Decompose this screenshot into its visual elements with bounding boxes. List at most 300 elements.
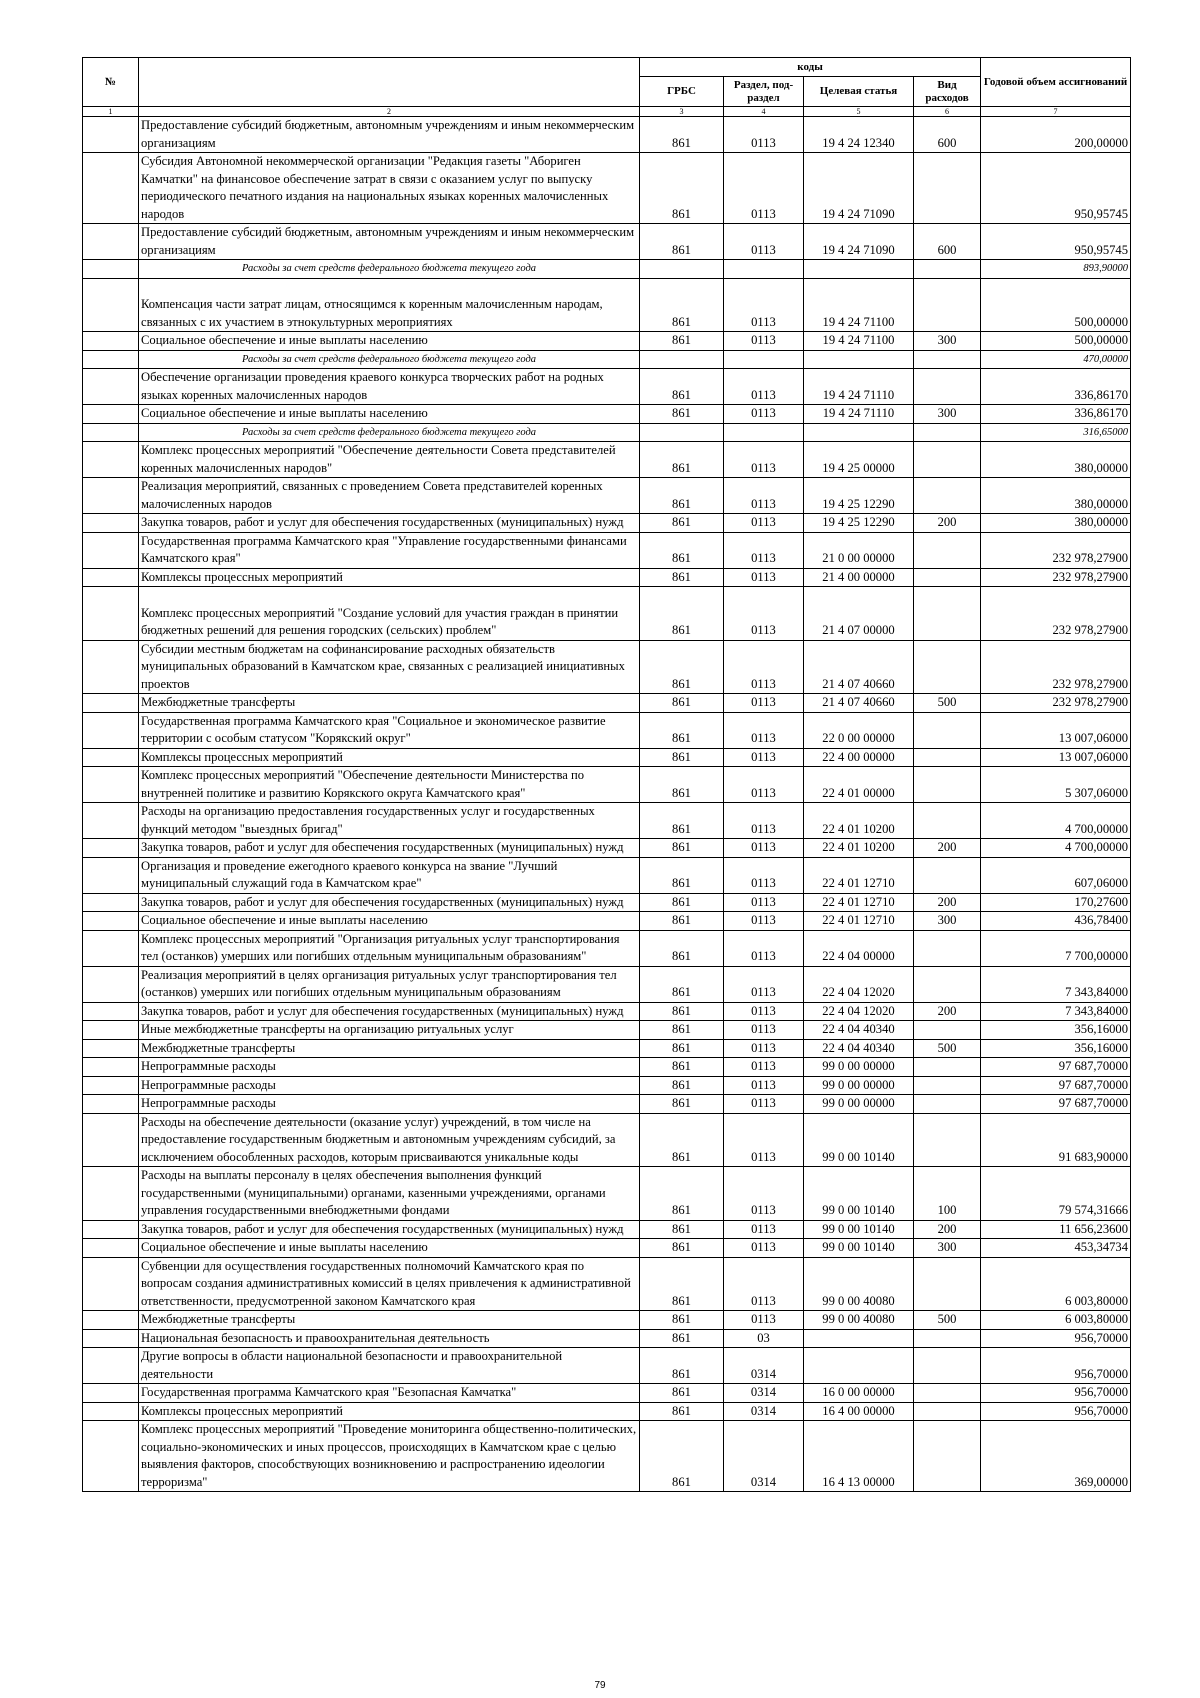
row-number — [83, 694, 139, 713]
row-expense-type — [914, 350, 981, 369]
row-razdel: 0314 — [724, 1421, 804, 1492]
row-number — [83, 532, 139, 568]
row-expense-type — [914, 369, 981, 405]
table-row — [83, 1167, 1131, 1221]
table-row — [83, 1058, 1131, 1077]
row-number — [83, 748, 139, 767]
row-number — [83, 767, 139, 803]
row-target-article: 19 4 25 12290 — [804, 514, 914, 533]
table-row — [83, 1076, 1131, 1095]
row-grbs: 861 — [640, 587, 724, 641]
row-target-article: 99 0 00 00000 — [804, 1076, 914, 1095]
header-vid: Вид расходов — [914, 77, 981, 107]
colnum-1: 1 — [83, 107, 139, 117]
table-row — [83, 117, 1131, 153]
row-amount: 97 687,70000 — [981, 1058, 1131, 1077]
row-grbs: 861 — [640, 694, 724, 713]
table-row — [83, 857, 1131, 893]
row-grbs: 861 — [640, 930, 724, 966]
row-number — [83, 350, 139, 369]
table-body — [83, 117, 1131, 1492]
row-expense-type — [914, 712, 981, 748]
row-target-article: 22 4 01 12710 — [804, 893, 914, 912]
row-number — [83, 1021, 139, 1040]
row-target-article: 99 0 00 10140 — [804, 1239, 914, 1258]
row-number — [83, 514, 139, 533]
row-amount: 470,00000 — [981, 350, 1131, 369]
row-target-article: 22 4 04 40340 — [804, 1021, 914, 1040]
row-grbs: 861 — [640, 767, 724, 803]
row-expense-type — [914, 1421, 981, 1492]
row-grbs: 861 — [640, 1113, 724, 1167]
row-expense-type — [914, 1113, 981, 1167]
row-amount: 893,90000 — [981, 260, 1131, 279]
row-grbs: 861 — [640, 712, 724, 748]
row-amount: 232 978,27900 — [981, 532, 1131, 568]
row-name: Комплекс процессных мероприятий "Обеспечение деятельности Совета представителей коренных малочисленных народов" — [139, 442, 640, 478]
row-expense-type: 600 — [914, 224, 981, 260]
table-row — [83, 587, 1131, 641]
row-expense-type: 600 — [914, 117, 981, 153]
row-grbs: 861 — [640, 442, 724, 478]
row-grbs: 861 — [640, 1421, 724, 1492]
row-razdel: 0113 — [724, 478, 804, 514]
row-expense-type — [914, 587, 981, 641]
header-codes: коды — [640, 58, 981, 77]
row-target-article: 99 0 00 00000 — [804, 1095, 914, 1114]
row-expense-type: 200 — [914, 1002, 981, 1021]
row-grbs: 861 — [640, 1329, 724, 1348]
row-grbs: 861 — [640, 532, 724, 568]
table-row — [83, 1384, 1131, 1403]
row-target-article: 19 4 24 71100 — [804, 332, 914, 351]
row-expense-type — [914, 803, 981, 839]
row-grbs: 861 — [640, 857, 724, 893]
row-razdel — [724, 423, 804, 442]
row-razdel — [724, 350, 804, 369]
row-grbs: 861 — [640, 568, 724, 587]
row-grbs: 861 — [640, 153, 724, 224]
row-name: Национальная безопасность и правоохранительная деятельность — [139, 1329, 640, 1348]
row-name: Расходы за счет средств федерального бюджета текущего года — [139, 423, 640, 442]
table-row — [83, 332, 1131, 351]
row-grbs: 861 — [640, 912, 724, 931]
row-name: Комплекс процессных мероприятий "Организация ритуальных услуг транспортирования тел (останков) умерших или погибших отдельным муниципальным образованиям" — [139, 930, 640, 966]
row-number — [83, 153, 139, 224]
table-row — [83, 405, 1131, 424]
row-number — [83, 442, 139, 478]
row-amount: 13 007,06000 — [981, 712, 1131, 748]
row-expense-type: 500 — [914, 1311, 981, 1330]
table-row — [83, 1421, 1131, 1492]
row-target-article: 19 4 24 71110 — [804, 405, 914, 424]
row-number — [83, 712, 139, 748]
row-razdel: 0113 — [724, 930, 804, 966]
row-expense-type: 500 — [914, 694, 981, 713]
row-expense-type: 300 — [914, 1239, 981, 1258]
row-amount: 7 343,84000 — [981, 1002, 1131, 1021]
row-amount: 6 003,80000 — [981, 1311, 1131, 1330]
row-expense-type — [914, 640, 981, 694]
row-razdel: 0113 — [724, 912, 804, 931]
row-grbs: 861 — [640, 1220, 724, 1239]
colnum-3: 3 — [640, 107, 724, 117]
row-grbs: 861 — [640, 1076, 724, 1095]
row-number — [83, 1167, 139, 1221]
row-target-article — [804, 1348, 914, 1384]
row-grbs: 861 — [640, 839, 724, 858]
row-razdel: 0113 — [724, 640, 804, 694]
row-amount: 380,00000 — [981, 514, 1131, 533]
row-target-article: 99 0 00 40080 — [804, 1257, 914, 1311]
row-grbs: 861 — [640, 1167, 724, 1221]
row-number — [83, 912, 139, 931]
row-target-article: 19 4 24 71090 — [804, 153, 914, 224]
row-razdel: 0113 — [724, 405, 804, 424]
row-name: Комплексы процессных мероприятий — [139, 1402, 640, 1421]
row-target-article: 19 4 24 71100 — [804, 278, 914, 332]
row-name: Комплекс процессных мероприятий "Обеспечение деятельности Министерства по внутренней политике и развитию Корякского округа Камчатского края" — [139, 767, 640, 803]
row-expense-type: 100 — [914, 1167, 981, 1221]
row-expense-type — [914, 748, 981, 767]
row-target-article: 19 4 24 12340 — [804, 117, 914, 153]
row-name: Государственная программа Камчатского края "Безопасная Камчатка" — [139, 1384, 640, 1403]
row-number — [83, 1348, 139, 1384]
row-grbs: 861 — [640, 405, 724, 424]
row-number — [83, 1076, 139, 1095]
row-number — [83, 369, 139, 405]
row-name: Компенсация части затрат лицам, относящимся к коренным малочисленным народам, связанных с их участием в этнокультурных мероприятиях — [139, 278, 640, 332]
row-razdel: 0113 — [724, 1220, 804, 1239]
row-amount: 316,65000 — [981, 423, 1131, 442]
table-row — [83, 1220, 1131, 1239]
row-expense-type — [914, 1095, 981, 1114]
row-number — [83, 1257, 139, 1311]
row-target-article: 22 4 01 10200 — [804, 839, 914, 858]
row-target-article: 22 4 01 12710 — [804, 912, 914, 931]
table-row — [83, 1113, 1131, 1167]
header-name — [139, 58, 640, 107]
row-target-article: 22 4 04 12020 — [804, 966, 914, 1002]
row-target-article: 21 4 07 40660 — [804, 640, 914, 694]
row-number — [83, 1311, 139, 1330]
row-razdel: 0113 — [724, 1002, 804, 1021]
table-row — [83, 153, 1131, 224]
row-number — [83, 224, 139, 260]
row-amount: 950,95745 — [981, 153, 1131, 224]
row-amount: 232 978,27900 — [981, 587, 1131, 641]
row-number — [83, 587, 139, 641]
row-name: Государственная программа Камчатского края "Управление государственными финансами Камчатского края" — [139, 532, 640, 568]
row-razdel: 03 — [724, 1329, 804, 1348]
row-expense-type — [914, 1021, 981, 1040]
row-grbs — [640, 260, 724, 279]
row-target-article: 19 4 25 00000 — [804, 442, 914, 478]
table-row — [83, 748, 1131, 767]
row-expense-type — [914, 260, 981, 279]
row-razdel: 0113 — [724, 1311, 804, 1330]
row-amount: 380,00000 — [981, 478, 1131, 514]
row-name: Другие вопросы в области национальной безопасности и правоохранительной деятельности — [139, 1348, 640, 1384]
colnum-6: 6 — [914, 107, 981, 117]
row-name: Субвенции для осуществления государственных полномочий Камчатского края по вопросам создания административных комиссий в целях привлечения к административной ответственности, предусмотренной законом Камчатского края — [139, 1257, 640, 1311]
row-amount: 7 343,84000 — [981, 966, 1131, 1002]
row-amount: 91 683,90000 — [981, 1113, 1131, 1167]
row-razdel: 0113 — [724, 712, 804, 748]
row-amount: 4 700,00000 — [981, 839, 1131, 858]
row-number — [83, 405, 139, 424]
row-razdel: 0113 — [724, 532, 804, 568]
row-number — [83, 117, 139, 153]
row-razdel: 0113 — [724, 767, 804, 803]
table-header — [83, 58, 1131, 117]
colnum-4: 4 — [724, 107, 804, 117]
row-amount: 11 656,23600 — [981, 1220, 1131, 1239]
row-name: Субсидии местным бюджетам на софинансирование расходных обязательств муниципальных образований в Камчатском крае, связанных с реализацией инициативных проектов — [139, 640, 640, 694]
row-grbs: 861 — [640, 478, 724, 514]
row-number — [83, 1402, 139, 1421]
row-number — [83, 1113, 139, 1167]
row-razdel: 0113 — [724, 278, 804, 332]
row-target-article — [804, 350, 914, 369]
row-amount: 950,95745 — [981, 224, 1131, 260]
row-expense-type — [914, 1384, 981, 1403]
table-row — [83, 478, 1131, 514]
row-grbs: 861 — [640, 966, 724, 1002]
row-amount: 380,00000 — [981, 442, 1131, 478]
row-number — [83, 1220, 139, 1239]
row-number — [83, 1058, 139, 1077]
table-row — [83, 369, 1131, 405]
table-row — [83, 712, 1131, 748]
row-grbs: 861 — [640, 1239, 724, 1258]
row-name: Закупка товаров, работ и услуг для обеспечения государственных (муниципальных) нужд — [139, 1002, 640, 1021]
row-razdel: 0113 — [724, 803, 804, 839]
row-amount: 336,86170 — [981, 369, 1131, 405]
row-expense-type — [914, 857, 981, 893]
page-number: 79 — [594, 1680, 606, 1691]
row-razdel — [724, 260, 804, 279]
row-expense-type — [914, 966, 981, 1002]
row-grbs: 861 — [640, 514, 724, 533]
row-expense-type — [914, 1329, 981, 1348]
row-expense-type: 300 — [914, 405, 981, 424]
row-number — [83, 568, 139, 587]
row-grbs: 861 — [640, 117, 724, 153]
header-razdel: Раздел, под-раздел — [724, 77, 804, 107]
row-number — [83, 332, 139, 351]
row-number — [83, 966, 139, 1002]
row-name: Закупка товаров, работ и услуг для обеспечения государственных (муниципальных) нужд — [139, 893, 640, 912]
row-expense-type — [914, 478, 981, 514]
row-number — [83, 278, 139, 332]
row-name: Организация и проведение ежегодного краевого конкурса на звание "Лучший муниципальный служащий года в Камчатском крае" — [139, 857, 640, 893]
row-razdel: 0113 — [724, 568, 804, 587]
row-razdel: 0113 — [724, 1113, 804, 1167]
row-grbs: 861 — [640, 1039, 724, 1058]
row-expense-type — [914, 278, 981, 332]
table-row — [83, 1039, 1131, 1058]
row-target-article: 16 0 00 00000 — [804, 1384, 914, 1403]
row-name: Закупка товаров, работ и услуг для обеспечения государственных (муниципальных) нужд — [139, 514, 640, 533]
row-number — [83, 260, 139, 279]
row-expense-type — [914, 153, 981, 224]
row-target-article: 19 4 25 12290 — [804, 478, 914, 514]
row-number — [83, 1095, 139, 1114]
row-expense-type — [914, 1257, 981, 1311]
row-expense-type — [914, 767, 981, 803]
row-number — [83, 857, 139, 893]
table-row — [83, 1021, 1131, 1040]
table-row — [83, 930, 1131, 966]
row-name: Межбюджетные трансферты — [139, 694, 640, 713]
row-amount: 356,16000 — [981, 1039, 1131, 1058]
row-target-article: 99 0 00 10140 — [804, 1113, 914, 1167]
row-amount: 170,27600 — [981, 893, 1131, 912]
row-target-article: 99 0 00 10140 — [804, 1167, 914, 1221]
row-amount: 97 687,70000 — [981, 1076, 1131, 1095]
row-target-article: 16 4 00 00000 — [804, 1402, 914, 1421]
row-number — [83, 893, 139, 912]
row-target-article: 19 4 24 71110 — [804, 369, 914, 405]
row-amount: 232 978,27900 — [981, 694, 1131, 713]
row-razdel: 0113 — [724, 839, 804, 858]
row-name: Расходы за счет средств федерального бюджета текущего года — [139, 260, 640, 279]
row-number — [83, 930, 139, 966]
note-row — [83, 350, 1131, 369]
row-name: Социальное обеспечение и иные выплаты населению — [139, 912, 640, 931]
row-grbs — [640, 350, 724, 369]
row-number — [83, 1239, 139, 1258]
row-name: Субсидия Автономной некоммерческой организации "Редакция газеты "Абориген Камчатки" на финансовое обеспечение затрат в связи с оказанием услуг по выпуску периодического печатного издания на национальных языках коренных малочисленных народов — [139, 153, 640, 224]
row-name: Предоставление субсидий бюджетным, автономным учреждениям и иным некоммерческим организациям — [139, 224, 640, 260]
row-razdel: 0113 — [724, 153, 804, 224]
row-name: Социальное обеспечение и иные выплаты населению — [139, 405, 640, 424]
row-razdel: 0113 — [724, 1076, 804, 1095]
table-row — [83, 893, 1131, 912]
row-target-article: 99 0 00 40080 — [804, 1311, 914, 1330]
budget-table — [82, 57, 1131, 1492]
row-target-article — [804, 1329, 914, 1348]
row-grbs: 861 — [640, 1311, 724, 1330]
row-name: Расходы на организацию предоставления государственных услуг и государственных функций методом "выездных бригад" — [139, 803, 640, 839]
row-amount: 97 687,70000 — [981, 1095, 1131, 1114]
row-amount: 5 307,06000 — [981, 767, 1131, 803]
row-razdel: 0113 — [724, 224, 804, 260]
header-grbs: ГРБС — [640, 77, 724, 107]
row-number — [83, 803, 139, 839]
table-row — [83, 278, 1131, 332]
row-amount: 956,70000 — [981, 1384, 1131, 1403]
row-expense-type — [914, 442, 981, 478]
row-razdel: 0113 — [724, 748, 804, 767]
table-row — [83, 803, 1131, 839]
row-expense-type — [914, 532, 981, 568]
row-name: Реализация мероприятий, связанных с проведением Совета представителей коренных малочисленных народов — [139, 478, 640, 514]
table-row — [83, 1239, 1131, 1258]
row-amount: 956,70000 — [981, 1348, 1131, 1384]
row-expense-type — [914, 1058, 981, 1077]
row-amount: 956,70000 — [981, 1402, 1131, 1421]
row-name: Социальное обеспечение и иные выплаты населению — [139, 1239, 640, 1258]
row-expense-type: 200 — [914, 514, 981, 533]
table-row — [83, 1002, 1131, 1021]
row-name: Непрограммные расходы — [139, 1095, 640, 1114]
row-razdel: 0113 — [724, 587, 804, 641]
row-target-article: 99 0 00 10140 — [804, 1220, 914, 1239]
header-celevaya: Целевая статья — [804, 77, 914, 107]
table-row — [83, 1257, 1131, 1311]
row-razdel: 0314 — [724, 1402, 804, 1421]
row-razdel: 0113 — [724, 332, 804, 351]
row-grbs: 861 — [640, 1058, 724, 1077]
row-expense-type — [914, 568, 981, 587]
row-amount: 200,00000 — [981, 117, 1131, 153]
row-expense-type — [914, 1076, 981, 1095]
row-number — [83, 1002, 139, 1021]
row-expense-type — [914, 1348, 981, 1384]
header-num: № — [83, 58, 139, 107]
table-row — [83, 640, 1131, 694]
table-row — [83, 1348, 1131, 1384]
row-grbs: 861 — [640, 1002, 724, 1021]
row-razdel: 0314 — [724, 1348, 804, 1384]
row-number — [83, 1329, 139, 1348]
row-target-article — [804, 260, 914, 279]
table-row — [83, 912, 1131, 931]
row-name: Закупка товаров, работ и услуг для обеспечения государственных (муниципальных) нужд — [139, 839, 640, 858]
table-row — [83, 514, 1131, 533]
row-amount: 453,34734 — [981, 1239, 1131, 1258]
table-row — [83, 839, 1131, 858]
row-name: Расходы за счет средств федерального бюджета текущего года — [139, 350, 640, 369]
row-amount: 7 700,00000 — [981, 930, 1131, 966]
row-grbs: 861 — [640, 1402, 724, 1421]
row-amount: 356,16000 — [981, 1021, 1131, 1040]
table-row — [83, 1329, 1131, 1348]
row-grbs: 861 — [640, 332, 724, 351]
row-razdel: 0113 — [724, 1095, 804, 1114]
row-name: Межбюджетные трансферты — [139, 1311, 640, 1330]
table-row — [83, 1095, 1131, 1114]
colnum-5: 5 — [804, 107, 914, 117]
table-row — [83, 694, 1131, 713]
row-target-article: 22 4 04 12020 — [804, 1002, 914, 1021]
row-expense-type: 200 — [914, 893, 981, 912]
row-target-article: 19 4 24 71090 — [804, 224, 914, 260]
row-number — [83, 1384, 139, 1403]
table-row — [83, 767, 1131, 803]
row-name: Расходы на выплаты персоналу в целях обеспечения выполнения функций государственными (муниципальными) органами, казенными учреждениями, органами управления государственными внебюджетными фондами — [139, 1167, 640, 1221]
row-razdel: 0113 — [724, 1239, 804, 1258]
row-number — [83, 423, 139, 442]
row-grbs: 861 — [640, 369, 724, 405]
colnum-7: 7 — [981, 107, 1131, 117]
row-amount: 232 978,27900 — [981, 568, 1131, 587]
row-name: Социальное обеспечение и иные выплаты населению — [139, 332, 640, 351]
row-expense-type — [914, 1402, 981, 1421]
row-grbs: 861 — [640, 224, 724, 260]
row-number — [83, 1421, 139, 1492]
table-row — [83, 966, 1131, 1002]
table-row — [83, 1311, 1131, 1330]
table-row — [83, 442, 1131, 478]
row-target-article: 16 4 13 00000 — [804, 1421, 914, 1492]
row-number — [83, 478, 139, 514]
row-razdel: 0113 — [724, 893, 804, 912]
row-amount: 956,70000 — [981, 1329, 1131, 1348]
row-expense-type — [914, 930, 981, 966]
